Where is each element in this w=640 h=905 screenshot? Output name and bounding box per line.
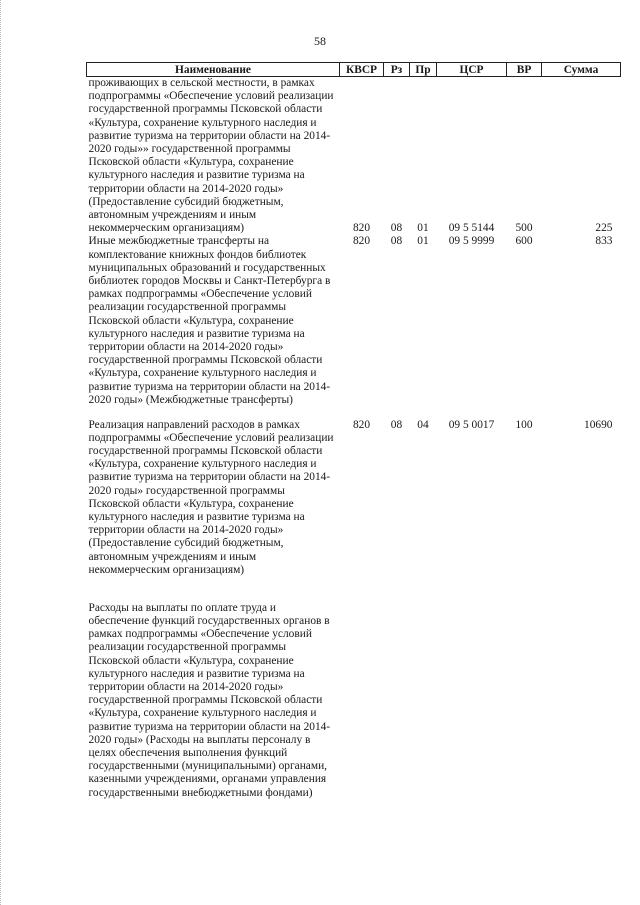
row-name: Иные межбюджетные трансферты на комплектование книжных фондов библиотек муниципальных образований и государственных библиотек городов Москвы и Санкт-Петербурга в рамках подпрограммы «Обеспечение условий реализации государственной программы Псковской области «Культура, сохранение культурного наследия и развитие туризма на территории области на 2014-2020 годы» государственной программы Псковской области «Культура, сохранение культурного наследия и развитие туризма на территории области на 2014-2020 годы» (Межбюджетные трансферты) bbox=[88, 235, 331, 406]
row-rz: 08 bbox=[390, 222, 403, 235]
row-sum: 833 bbox=[595, 235, 613, 248]
row-sum bbox=[542, 602, 621, 800]
row-pr: 01 bbox=[417, 235, 429, 248]
row-kvsr: 820 bbox=[352, 222, 371, 235]
row-pr: 04 bbox=[417, 418, 429, 431]
row-kvsr: 820 bbox=[352, 418, 371, 431]
row-sum: 10690 bbox=[584, 418, 613, 431]
table-header-row bbox=[87, 63, 621, 77]
table-row bbox=[87, 419, 621, 602]
header-name: Наименование bbox=[87, 63, 340, 77]
row-vr: 100 bbox=[515, 418, 533, 431]
row-vr: 500 bbox=[515, 222, 533, 235]
header-csr: ЦСР bbox=[437, 63, 507, 77]
table-row bbox=[87, 235, 621, 418]
header-kvsr: КВСР bbox=[340, 63, 384, 77]
table-row bbox=[87, 77, 621, 236]
header-pr: Пр bbox=[410, 63, 437, 77]
row-rz bbox=[384, 602, 410, 800]
row-name: Реализация направлений расходов в рамках подпрограммы «Обеспечение условий реализации государственной программы Псковской области «Культура, сохранение культурного наследия и развитие туризма на территории области на 2014-2020 годы» государственной программы Псковской области «Культура, сохранение культурного наследия и развитие туризма на территории области на 2014-2020 годы» (Предоставление субсидий бюджетным, автономным учреждениям и иным некоммерческим организациям) bbox=[88, 418, 334, 576]
row-csr: 09 5 5144 bbox=[448, 222, 495, 235]
header-vr: ВР bbox=[507, 63, 542, 77]
row-rz: 08 bbox=[390, 418, 403, 431]
row-name: проживающих в сельской местности, в рамках подпрограммы «Обеспечение условий реализации государственной программы Псковской области «Культура, сохранение культурного наследия и развитие туризма на территории области на 2014-2020 годы»» государственной программы Псковской области «Культура, сохранение культурного наследия и развитие туризма на территории области на 2014-2020 годы» (Предоставление субсидий бюджетным, автономным учреждениям и иным некоммерческим организациям) bbox=[88, 77, 334, 235]
row-name: Расходы на выплаты по оплате труда и обеспечение функций государственных органов в рамках подпрограммы «Обеспечение условий реализации государственной программы Псковской области «Культура, сохранение культурного наследия и развитие туризма на территории области на 2014-2020 годы» государственной программы Псковской области «Культура, сохранение культурного наследия и развитие туризма на территории области на 2014-2020 годы» (Расходы на выплаты персоналу в целях обеспечения выполнения функций государственными (муниципальными) органами, казенными учреждениями, органами управления государственными внебюджетными фондами) bbox=[88, 601, 331, 799]
row-csr: 09 5 9999 bbox=[448, 235, 495, 248]
page-number: 58 bbox=[314, 34, 326, 48]
row-sum: 225 bbox=[595, 222, 613, 235]
table-row bbox=[87, 602, 621, 800]
header-sum: Сумма bbox=[542, 63, 621, 77]
header-rz: Рз bbox=[384, 63, 410, 77]
row-pr bbox=[410, 602, 437, 800]
scan-edge bbox=[0, 0, 4, 905]
row-kvsr bbox=[340, 602, 384, 800]
row-vr bbox=[507, 602, 542, 800]
row-kvsr: 820 bbox=[352, 235, 371, 248]
row-vr: 600 bbox=[515, 235, 533, 248]
row-csr: 09 5 0017 bbox=[448, 418, 495, 431]
row-pr: 01 bbox=[417, 222, 429, 235]
budget-table bbox=[86, 62, 621, 800]
row-csr bbox=[437, 602, 507, 800]
row-rz: 08 bbox=[390, 235, 403, 248]
